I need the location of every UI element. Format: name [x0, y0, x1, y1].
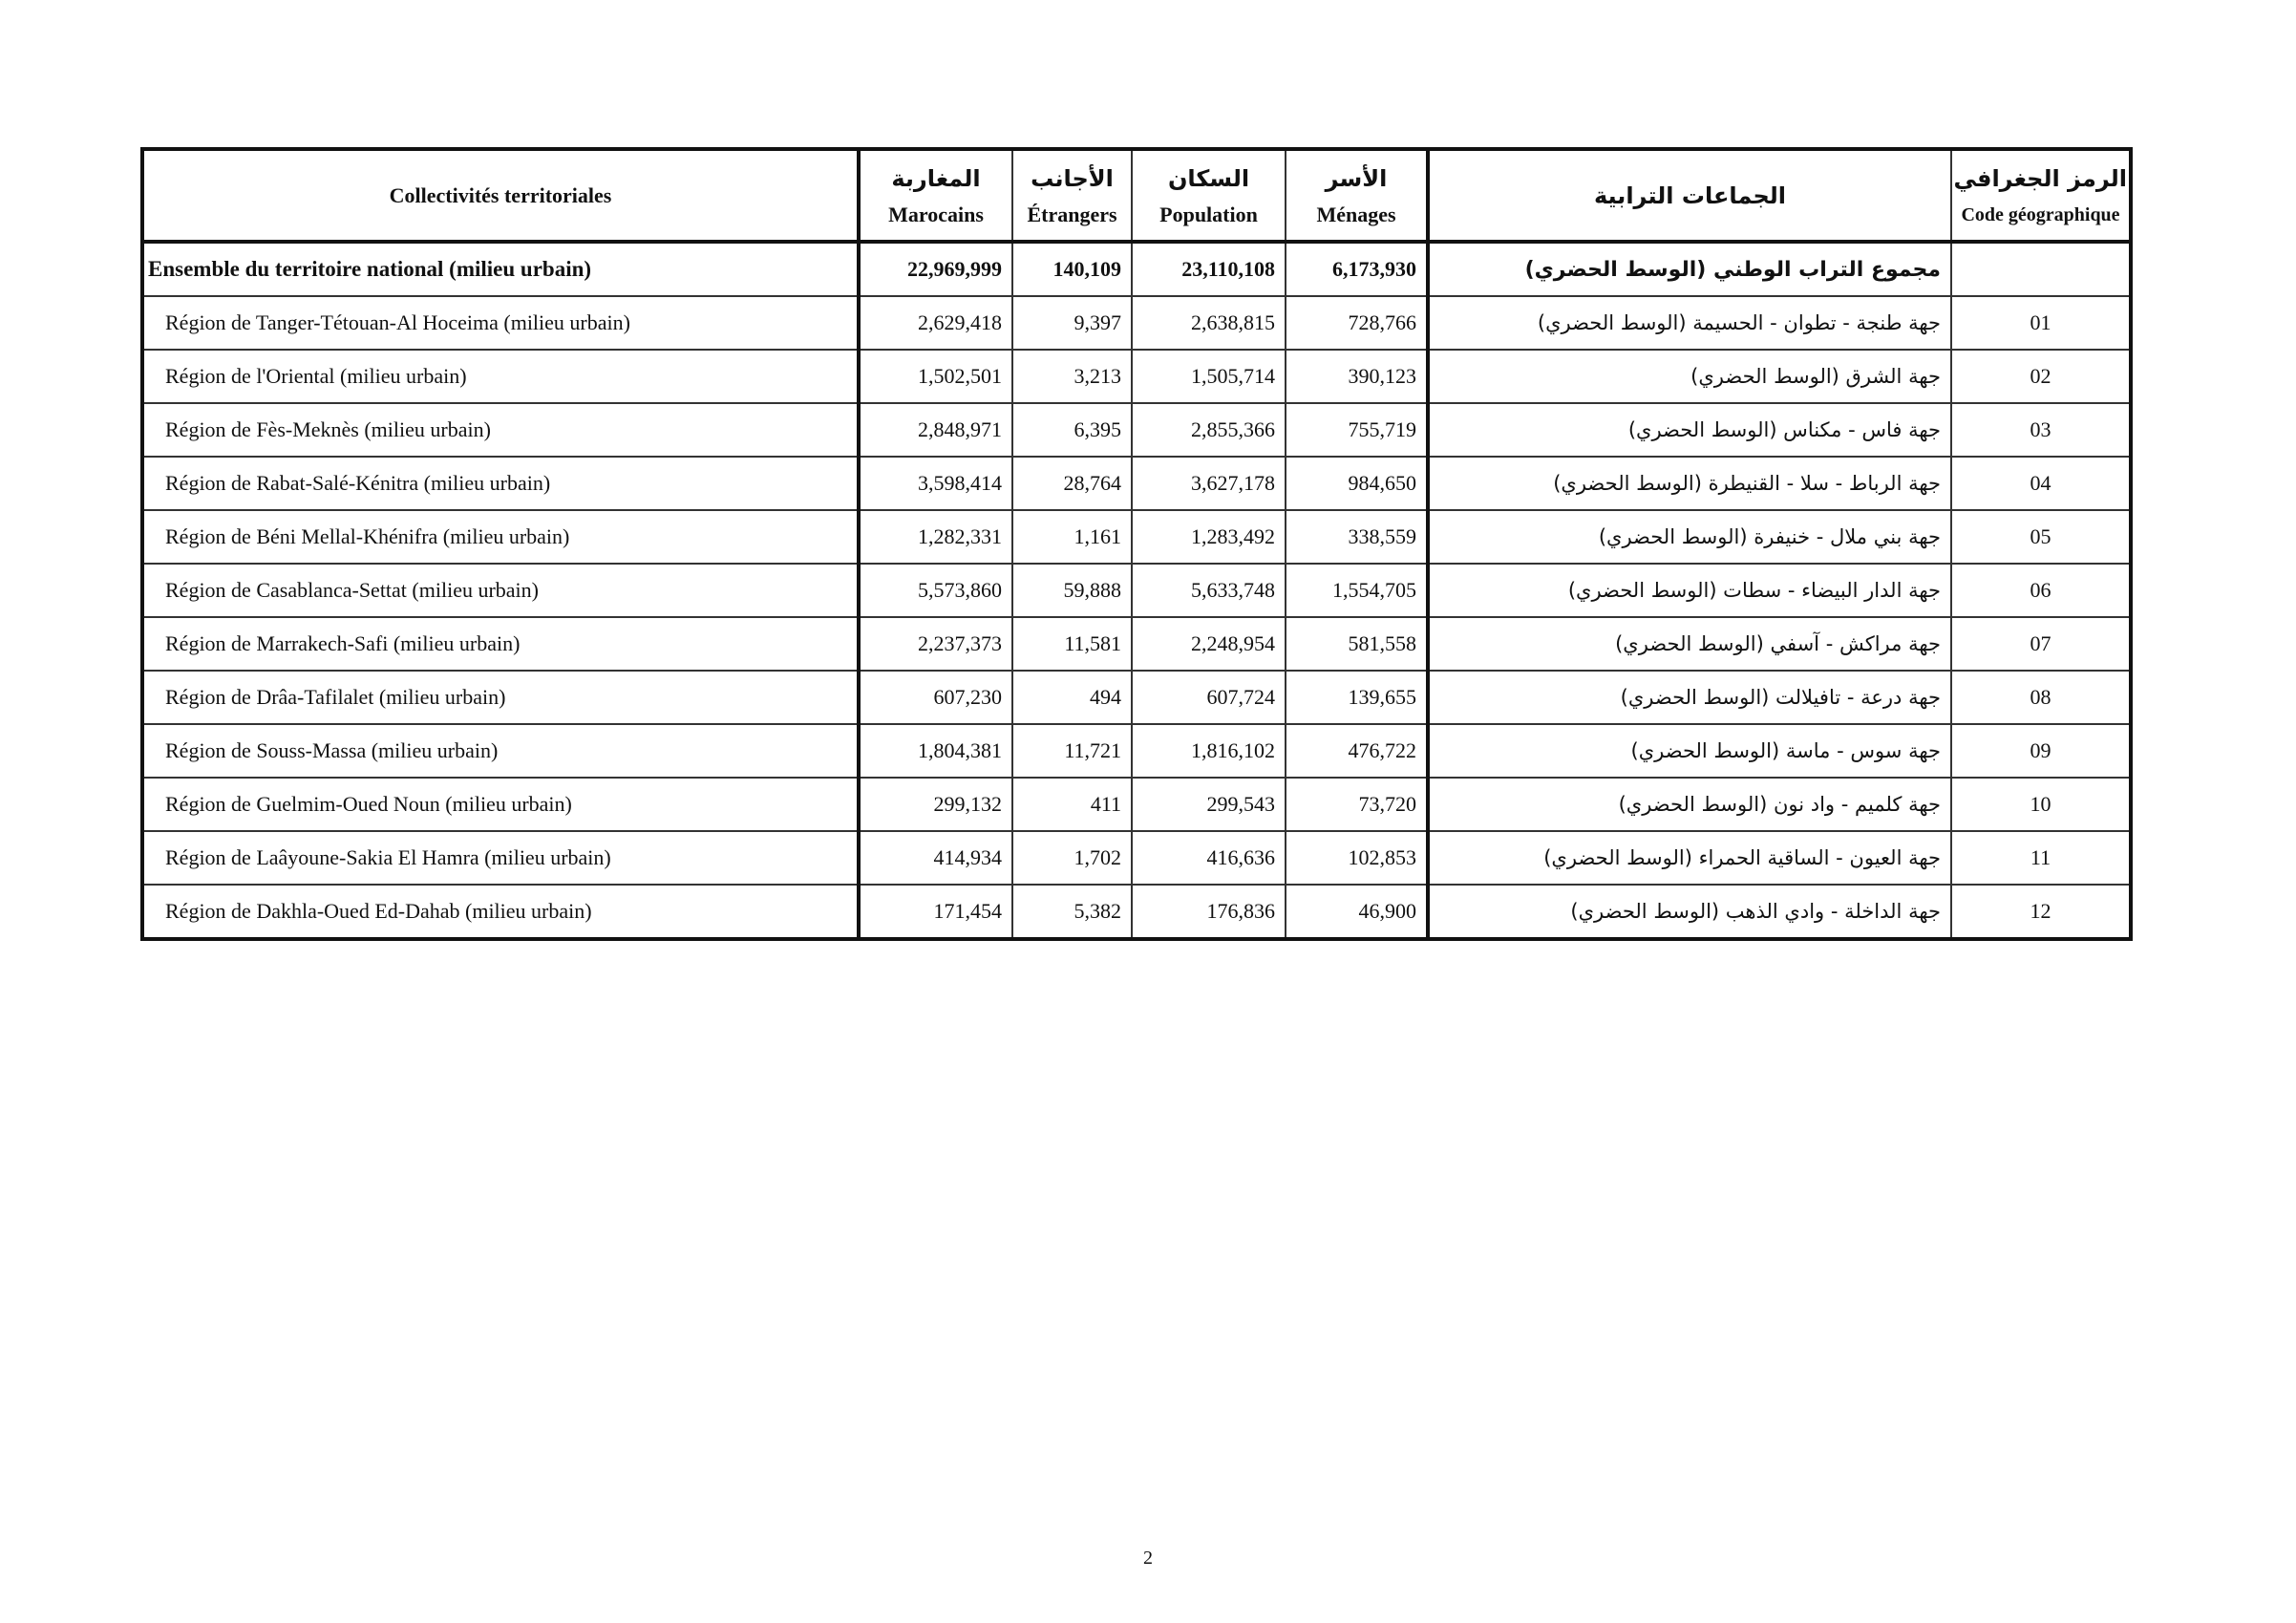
region-code: 02 [1951, 350, 2131, 403]
page-number: 2 [1143, 1548, 1153, 1569]
total-label-fr: Ensemble du territoire national (milieu urbain) [142, 242, 859, 296]
header-menages [1286, 149, 1428, 242]
region-marocains: 3,598,414 [859, 457, 1012, 510]
total-code [1951, 242, 2131, 296]
region-menages: 1,554,705 [1286, 564, 1428, 617]
region-code: 12 [1951, 885, 2131, 939]
region-population: 2,638,815 [1132, 296, 1286, 350]
region-name-fr: Région de Guelmim-Oued Noun (milieu urbain) [142, 778, 859, 831]
total-label-ar: مجموع التراب الوطني (الوسط الحضري) [1428, 242, 1951, 296]
table-row [142, 671, 2131, 724]
table-row [142, 724, 2131, 778]
region-marocains: 1,282,331 [859, 510, 1012, 564]
region-population: 1,505,714 [1132, 350, 1286, 403]
region-menages: 581,558 [1286, 617, 1428, 671]
region-population: 2,248,954 [1132, 617, 1286, 671]
table-header-row [142, 149, 2131, 242]
header-code-ar: الرمز الجغرافي [1953, 164, 2127, 192]
region-marocains: 607,230 [859, 671, 1012, 724]
region-etrangers: 1,161 [1012, 510, 1132, 564]
header-population-ar: السكان [1167, 164, 1250, 192]
region-menages: 139,655 [1286, 671, 1428, 724]
region-menages: 338,559 [1286, 510, 1428, 564]
total-marocains: 22,969,999 [859, 242, 1012, 296]
region-marocains: 1,502,501 [859, 350, 1012, 403]
region-name-fr: Région de Souss-Massa (milieu urbain) [142, 724, 859, 778]
region-name-ar: جهة بني ملال - خنيفرة (الوسط الحضري) [1428, 510, 1951, 564]
region-name-fr: Région de Fès-Meknès (milieu urbain) [142, 403, 859, 457]
region-name-fr: Région de l'Oriental (milieu urbain) [142, 350, 859, 403]
region-population: 176,836 [1132, 885, 1286, 939]
total-etrangers: 140,109 [1012, 242, 1132, 296]
region-etrangers: 1,702 [1012, 831, 1132, 885]
region-etrangers: 3,213 [1012, 350, 1132, 403]
region-name-fr: Région de Laâyoune-Sakia El Hamra (milieu urbain) [142, 831, 859, 885]
region-menages: 728,766 [1286, 296, 1428, 350]
region-name-fr: Région de Rabat-Salé-Kénitra (milieu urbain) [142, 457, 859, 510]
table-row [142, 457, 2131, 510]
region-etrangers: 28,764 [1012, 457, 1132, 510]
header-etrangers-fr: Étrangers [1027, 202, 1117, 226]
region-name-ar: جهة درعة - تافيلالت (الوسط الحضري) [1428, 671, 1951, 724]
header-marocains [859, 149, 1012, 242]
region-menages: 390,123 [1286, 350, 1428, 403]
region-population: 3,627,178 [1132, 457, 1286, 510]
table-row [142, 296, 2131, 350]
region-name-ar: جهة كلميم - واد نون (الوسط الحضري) [1428, 778, 1951, 831]
region-marocains: 5,573,860 [859, 564, 1012, 617]
region-code: 07 [1951, 617, 2131, 671]
region-code: 06 [1951, 564, 2131, 617]
region-name-ar: جهة سوس - ماسة (الوسط الحضري) [1428, 724, 1951, 778]
table-row [142, 564, 2131, 617]
region-menages: 984,650 [1286, 457, 1428, 510]
region-marocains: 414,934 [859, 831, 1012, 885]
region-name-ar: جهة فاس - مكناس (الوسط الحضري) [1428, 403, 1951, 457]
table-row [142, 403, 2131, 457]
header-collectivites: Collectivités territoriales [142, 149, 859, 242]
header-marocains-ar: المغاربة [891, 164, 981, 192]
header-menages-fr: Ménages [1316, 202, 1396, 226]
table-row [142, 510, 2131, 564]
region-menages: 755,719 [1286, 403, 1428, 457]
total-row [142, 242, 2131, 296]
region-population: 299,543 [1132, 778, 1286, 831]
region-name-ar: جهة طنجة - تطوان - الحسيمة (الوسط الحضري) [1428, 296, 1951, 350]
region-name-fr: Région de Marrakech-Safi (milieu urbain) [142, 617, 859, 671]
region-marocains: 299,132 [859, 778, 1012, 831]
region-population: 2,855,366 [1132, 403, 1286, 457]
region-population: 416,636 [1132, 831, 1286, 885]
total-population: 23,110,108 [1132, 242, 1286, 296]
region-code: 09 [1951, 724, 2131, 778]
region-code: 01 [1951, 296, 2131, 350]
region-menages: 476,722 [1286, 724, 1428, 778]
region-menages: 46,900 [1286, 885, 1428, 939]
region-marocains: 1,804,381 [859, 724, 1012, 778]
region-name-ar: جهة مراكش - آسفي (الوسط الحضري) [1428, 617, 1951, 671]
table-row [142, 831, 2131, 885]
region-etrangers: 59,888 [1012, 564, 1132, 617]
region-code: 04 [1951, 457, 2131, 510]
region-name-ar: جهة العيون - الساقية الحمراء (الوسط الحضري) [1428, 831, 1951, 885]
region-name-ar: جهة الدار البيضاء - سطات (الوسط الحضري) [1428, 564, 1951, 617]
table-row [142, 350, 2131, 403]
population-table [140, 147, 2133, 941]
region-etrangers: 6,395 [1012, 403, 1132, 457]
region-etrangers: 5,382 [1012, 885, 1132, 939]
region-population: 607,724 [1132, 671, 1286, 724]
header-population-fr: Population [1159, 202, 1258, 226]
table-row [142, 885, 2131, 939]
region-menages: 73,720 [1286, 778, 1428, 831]
region-name-fr: Région de Dakhla-Oued Ed-Dahab (milieu urbain) [142, 885, 859, 939]
header-code-fr: Code géographique [1961, 203, 2120, 225]
region-code: 05 [1951, 510, 2131, 564]
header-etrangers [1012, 149, 1132, 242]
table-body [142, 242, 2131, 939]
region-name-fr: Région de Casablanca-Settat (milieu urbain) [142, 564, 859, 617]
region-etrangers: 494 [1012, 671, 1132, 724]
region-name-fr: Région de Béni Mellal-Khénifra (milieu urbain) [142, 510, 859, 564]
region-population: 1,816,102 [1132, 724, 1286, 778]
region-etrangers: 11,721 [1012, 724, 1132, 778]
region-etrangers: 9,397 [1012, 296, 1132, 350]
region-population: 1,283,492 [1132, 510, 1286, 564]
header-marocains-fr: Marocains [888, 202, 984, 226]
total-menages: 6,173,930 [1286, 242, 1428, 296]
header-menages-ar: الأسر [1325, 164, 1388, 192]
region-marocains: 2,629,418 [859, 296, 1012, 350]
header-population [1132, 149, 1286, 242]
header-jamaat: الجماعات الترابية [1428, 149, 1951, 242]
region-code: 10 [1951, 778, 2131, 831]
region-etrangers: 11,581 [1012, 617, 1132, 671]
header-code [1951, 149, 2131, 242]
region-marocains: 2,237,373 [859, 617, 1012, 671]
header-etrangers-ar: الأجانب [1031, 164, 1114, 192]
region-etrangers: 411 [1012, 778, 1132, 831]
region-marocains: 171,454 [859, 885, 1012, 939]
region-name-fr: Région de Drâa-Tafilalet (milieu urbain) [142, 671, 859, 724]
table-row [142, 617, 2131, 671]
table-row [142, 778, 2131, 831]
region-name-ar: جهة الرباط - سلا - القنيطرة (الوسط الحضري) [1428, 457, 1951, 510]
region-code: 03 [1951, 403, 2131, 457]
region-name-ar: جهة الداخلة - وادي الذهب (الوسط الحضري) [1428, 885, 1951, 939]
region-marocains: 2,848,971 [859, 403, 1012, 457]
region-menages: 102,853 [1286, 831, 1428, 885]
region-name-ar: جهة الشرق (الوسط الحضري) [1428, 350, 1951, 403]
region-code: 08 [1951, 671, 2131, 724]
region-population: 5,633,748 [1132, 564, 1286, 617]
region-code: 11 [1951, 831, 2131, 885]
region-name-fr: Région de Tanger-Tétouan-Al Hoceima (milieu urbain) [142, 296, 859, 350]
